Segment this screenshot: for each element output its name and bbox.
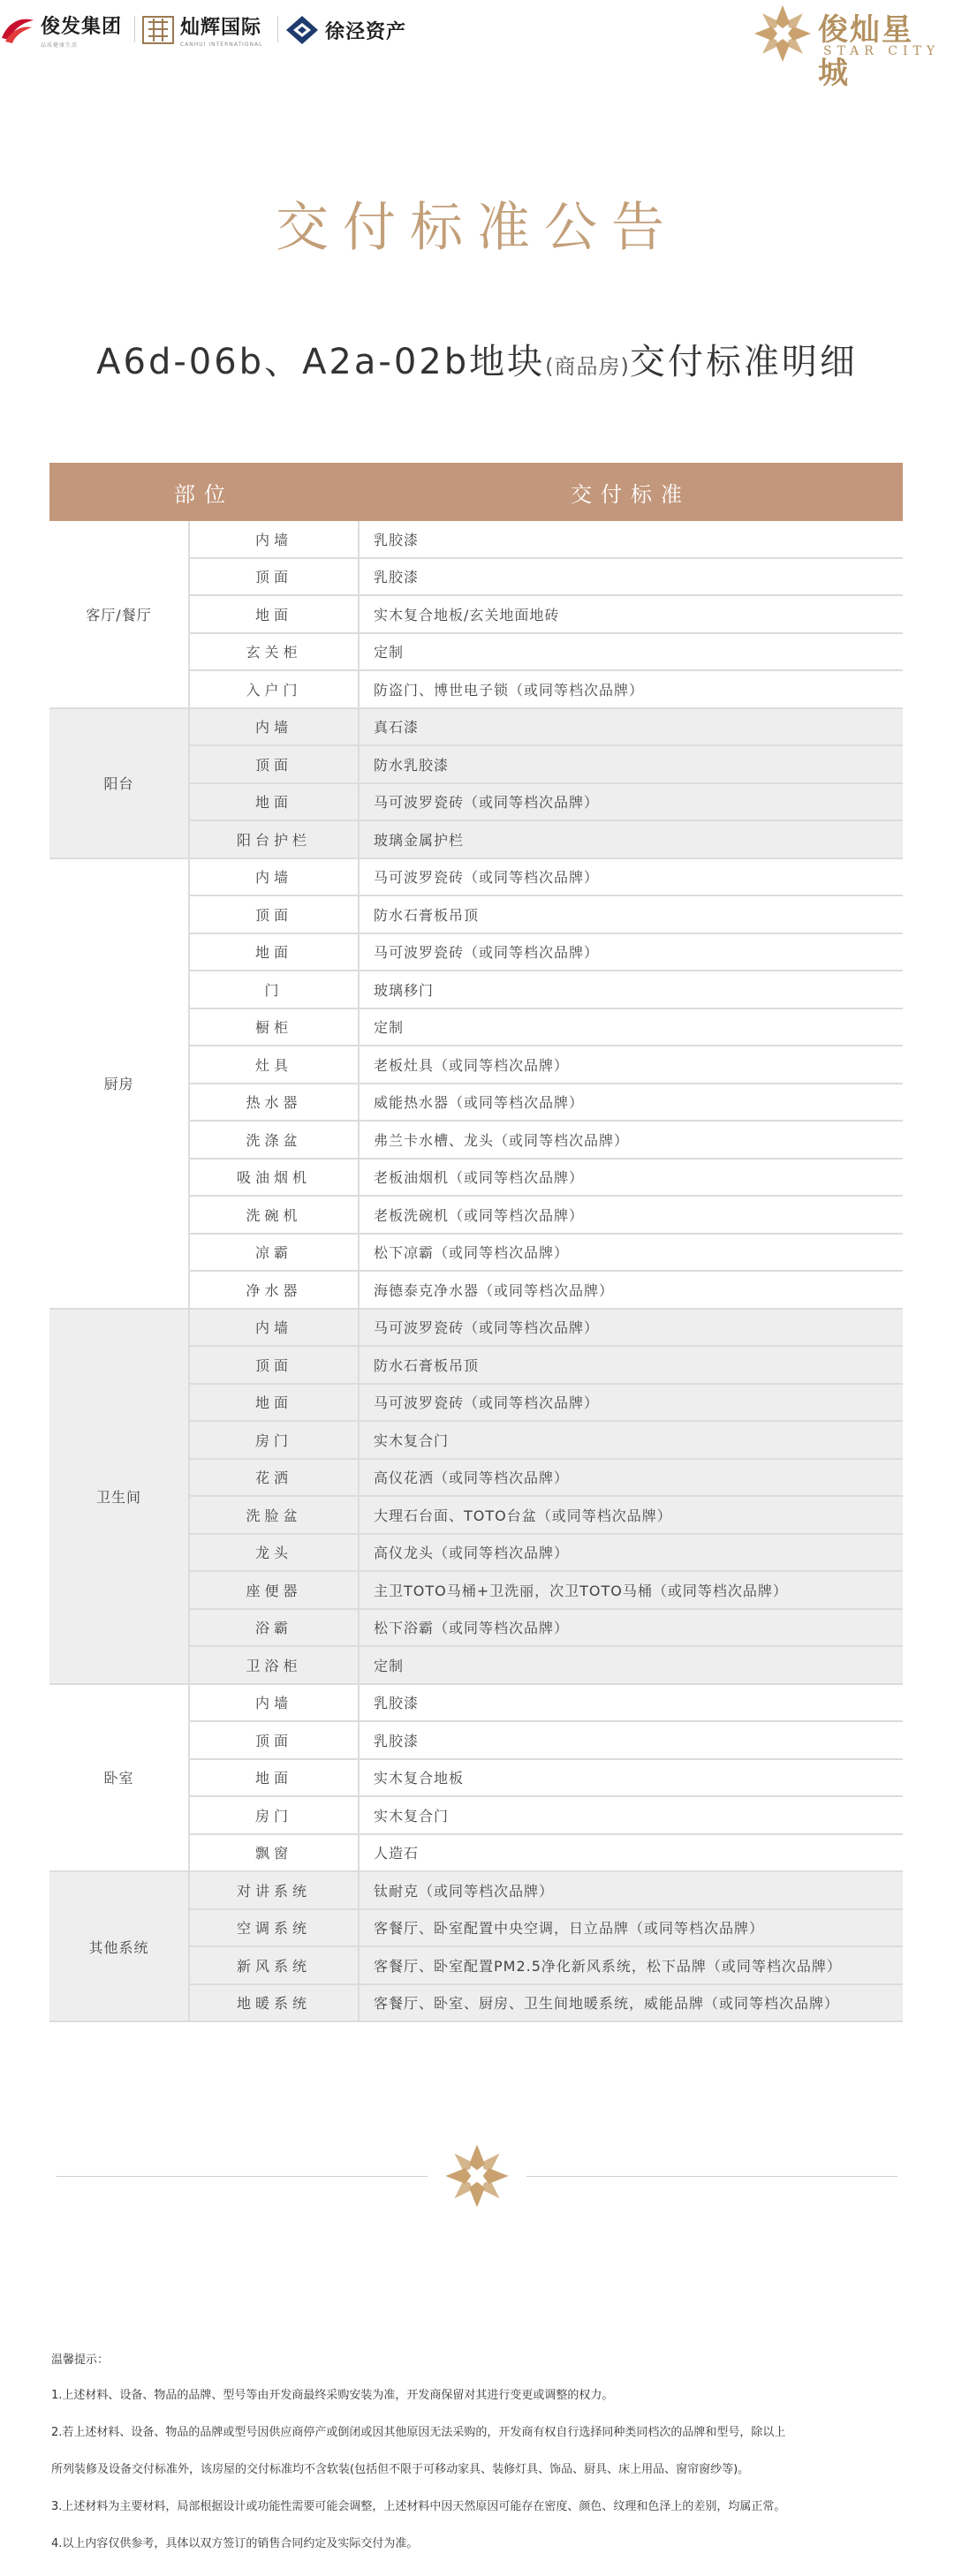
subtitle-tag: (商品房): [545, 354, 630, 379]
header-location: 部位: [49, 463, 359, 521]
page-title: 交付标准公告: [276, 197, 678, 259]
part-cell: 门: [189, 971, 359, 1008]
part-cell: 地面: [189, 1384, 359, 1422]
standard-cell: 定制: [359, 1646, 903, 1684]
part-cell: 洗涤盆: [189, 1121, 359, 1159]
room-cell: 卫生间: [49, 1309, 189, 1684]
standard-cell: 钛耐克（或同等档次品牌）: [359, 1871, 903, 1909]
part-cell: 顶面: [189, 558, 359, 596]
subtitle-detail: 交付标准明细: [629, 342, 858, 382]
standard-cell: 高仪花洒（或同等档次品牌）: [359, 1459, 903, 1497]
standard-cell: 人造石: [359, 1834, 903, 1872]
star-flower-icon: [751, 2, 814, 65]
part-cell: 地面: [189, 595, 359, 633]
room-cell: 阳台: [49, 708, 189, 858]
table-row: [49, 708, 903, 746]
part-cell: 顶面: [189, 745, 359, 783]
part-cell: 飘窗: [189, 1834, 359, 1872]
star-city-en: STAR CITY: [823, 44, 941, 58]
standard-cell: 客餐厅、卧室配置中央空调，日立品牌（或同等档次品牌）: [359, 1909, 903, 1947]
brand-junfa: [0, 12, 122, 48]
note-item: 2.若上述材料、设备、物品的品牌或型号因供应商停产或倒闭或因其他原因无法采购的，开发商有权自行选择同种类同档次的品牌和型号，除以上: [51, 2426, 786, 2439]
part-cell: 地面: [189, 1759, 359, 1797]
part-cell: 空调系统: [189, 1909, 359, 1947]
standard-cell: 海德泰克净水器（或同等档次品牌）: [359, 1271, 903, 1309]
standard-cell: 威能热水器（或同等档次品牌）: [359, 1084, 903, 1122]
standard-cell: 防水乳胶漆: [359, 745, 903, 783]
brand-junfa-name: 俊发集团: [41, 16, 123, 38]
standard-cell: 主卫TOTO马桶+卫洗丽，次卫TOTO马桶（或同等档次品牌）: [359, 1571, 903, 1609]
standard-cell: 马可波罗瓷砖（或同等档次品牌）: [359, 933, 903, 971]
part-cell: 花洒: [189, 1459, 359, 1497]
standard-cell: 防盗门、博世电子锁（或同等档次品牌）: [359, 670, 903, 708]
part-cell: 顶面: [189, 895, 359, 933]
standard-cell: 弗兰卡水槽、龙头（或同等档次品牌）: [359, 1121, 903, 1159]
brand-xujing: [284, 12, 406, 48]
part-cell: 座便器: [189, 1571, 359, 1609]
standard-cell: 松下浴霸（或同等档次品牌）: [359, 1609, 903, 1647]
junfa-logo-icon: [0, 15, 35, 45]
table-body: [49, 521, 903, 2021]
standard-cell: 马可波罗瓷砖（或同等档次品牌）: [359, 783, 903, 821]
standard-cell: 老板油烟机（或同等档次品牌）: [359, 1159, 903, 1197]
part-cell: 地面: [189, 933, 359, 971]
brand-canhui-en: CANHUI INTERNATIONAL: [180, 42, 263, 48]
room-cell: 客厅/餐厅: [49, 521, 189, 708]
standard-cell: 防水石膏板吊顶: [359, 895, 903, 933]
note-item: 3.上述材料为主要材料，局部根据设计或功能性需要可能会调整，上述材料中因天然原因可能存在密度、颜色、纹理和色泽上的差别，均属正常。: [51, 2500, 786, 2513]
xujing-logo-icon: [284, 14, 320, 46]
part-cell: 新风系统: [189, 1946, 359, 1984]
standard-cell: 马可波罗瓷砖（或同等档次品牌）: [359, 1309, 903, 1347]
part-cell: 房门: [189, 1421, 359, 1459]
table-row: [49, 521, 903, 558]
brand-xujing-name: 徐泾资产: [325, 20, 407, 43]
header-divider: [134, 16, 135, 42]
part-cell: 橱柜: [189, 1008, 359, 1046]
part-cell: 入户门: [189, 670, 359, 708]
table-row: [49, 1871, 903, 1909]
standard-cell: 客餐厅、卧室、厨房、卫生间地暖系统，威能品牌（或同等档次品牌）: [359, 1984, 903, 2022]
header-divider: [277, 16, 278, 42]
part-cell: 凉霸: [189, 1234, 359, 1272]
part-cell: 对讲系统: [189, 1871, 359, 1909]
standard-cell: 客餐厅、卧室配置PM2.5净化新风系统，松下品牌（或同等档次品牌）: [359, 1946, 903, 1984]
standard-cell: 马可波罗瓷砖（或同等档次品牌）: [359, 858, 903, 896]
page-header: [0, 0, 954, 91]
part-cell: 地面: [189, 783, 359, 821]
star-city-name: 俊灿星城: [818, 12, 913, 91]
part-cell: 内墙: [189, 1684, 359, 1722]
page-subtitle: [0, 334, 954, 384]
table-header-row: [49, 463, 903, 521]
part-cell: 热水器: [189, 1084, 359, 1122]
part-cell: 阳台护栏: [189, 820, 359, 858]
star-flower-icon: [442, 2141, 512, 2211]
part-cell: 卫浴柜: [189, 1646, 359, 1684]
standard-cell: 真石漆: [359, 708, 903, 746]
standard-cell: 玻璃移门: [359, 971, 903, 1008]
standard-cell: 乳胶漆: [359, 1684, 903, 1722]
delivery-standard-table: [49, 463, 903, 2022]
part-cell: 吸油烟机: [189, 1159, 359, 1197]
part-cell: 龙头: [189, 1534, 359, 1572]
table-row: [49, 1684, 903, 1722]
star-city-logo: [738, 2, 942, 91]
part-cell: 内墙: [189, 1309, 359, 1347]
standard-cell: 大理石台面、TOTO台盆（或同等档次品牌）: [359, 1496, 903, 1534]
part-cell: 内墙: [189, 858, 359, 896]
part-cell: 地暖系统: [189, 1984, 359, 2022]
standard-cell: 定制: [359, 633, 903, 671]
standard-cell: 乳胶漆: [359, 1721, 903, 1759]
room-cell: 其他系统: [49, 1871, 189, 2021]
canhui-logo-icon: [141, 13, 175, 47]
table-row: [49, 1309, 903, 1347]
header-standard: 交付标准: [359, 463, 903, 521]
standard-cell: 定制: [359, 1008, 903, 1046]
standard-cell: 实木复合门: [359, 1796, 903, 1834]
footer-divider-right: [526, 2176, 897, 2177]
standard-cell: 马可波罗瓷砖（或同等档次品牌）: [359, 1384, 903, 1422]
part-cell: 玄关柜: [189, 633, 359, 671]
part-cell: 内墙: [189, 708, 359, 746]
brand-canhui: [141, 12, 262, 48]
standard-cell: 松下凉霸（或同等档次品牌）: [359, 1234, 903, 1272]
standard-cell: 玻璃金属护栏: [359, 820, 903, 858]
part-cell: 洗碗机: [189, 1196, 359, 1234]
note-item: 4.以上内容仅供参考，具体以双方签订的销售合同约定及实际交付为准。: [51, 2537, 419, 2550]
standard-cell: 防水石膏板吊顶: [359, 1346, 903, 1384]
standard-cell: 老板洗碗机（或同等档次品牌）: [359, 1196, 903, 1234]
standard-cell: 乳胶漆: [359, 558, 903, 596]
room-cell: 厨房: [49, 858, 189, 1309]
notes-section: [51, 2353, 899, 2573]
part-cell: 浴霸: [189, 1609, 359, 1647]
standard-cell: 高仪龙头（或同等档次品牌）: [359, 1534, 903, 1572]
standard-cell: 实木复合地板/玄关地面地砖: [359, 595, 903, 633]
part-cell: 洗脸盆: [189, 1496, 359, 1534]
room-cell: 卧室: [49, 1684, 189, 1872]
part-cell: 房门: [189, 1796, 359, 1834]
part-cell: 顶面: [189, 1346, 359, 1384]
table-row: [49, 858, 903, 896]
part-cell: 顶面: [189, 1721, 359, 1759]
standard-cell: 乳胶漆: [359, 521, 903, 558]
part-cell: 净水器: [189, 1271, 359, 1309]
part-cell: 内墙: [189, 521, 359, 558]
footer-divider-left: [57, 2176, 428, 2177]
note-item: 1.上述材料、设备、物品的品牌、型号等由开发商最终采购安装为准，开发商保留对其进行变更或调整的权力。: [51, 2389, 614, 2402]
part-cell: 灶具: [189, 1046, 359, 1084]
standard-cell: 实木复合门: [359, 1421, 903, 1459]
subtitle-plots: A6d-06b、A2a-02b地块: [96, 342, 546, 382]
note-item: 所列装修及设备交付标准外，该房屋的交付标准均不含软装(包括但不限于可移动家具、装修灯具、饰品、厨具、床上用品、窗帘窗纱等)。: [51, 2463, 750, 2476]
brand-canhui-name: 灿辉国际: [180, 17, 262, 39]
brand-junfa-slogan: 品质健康生活: [41, 42, 79, 49]
notes-title: 温馨提示：: [51, 2353, 110, 2367]
standard-cell: 实木复合地板: [359, 1759, 903, 1797]
standard-cell: 老板灶具（或同等档次品牌）: [359, 1046, 903, 1084]
